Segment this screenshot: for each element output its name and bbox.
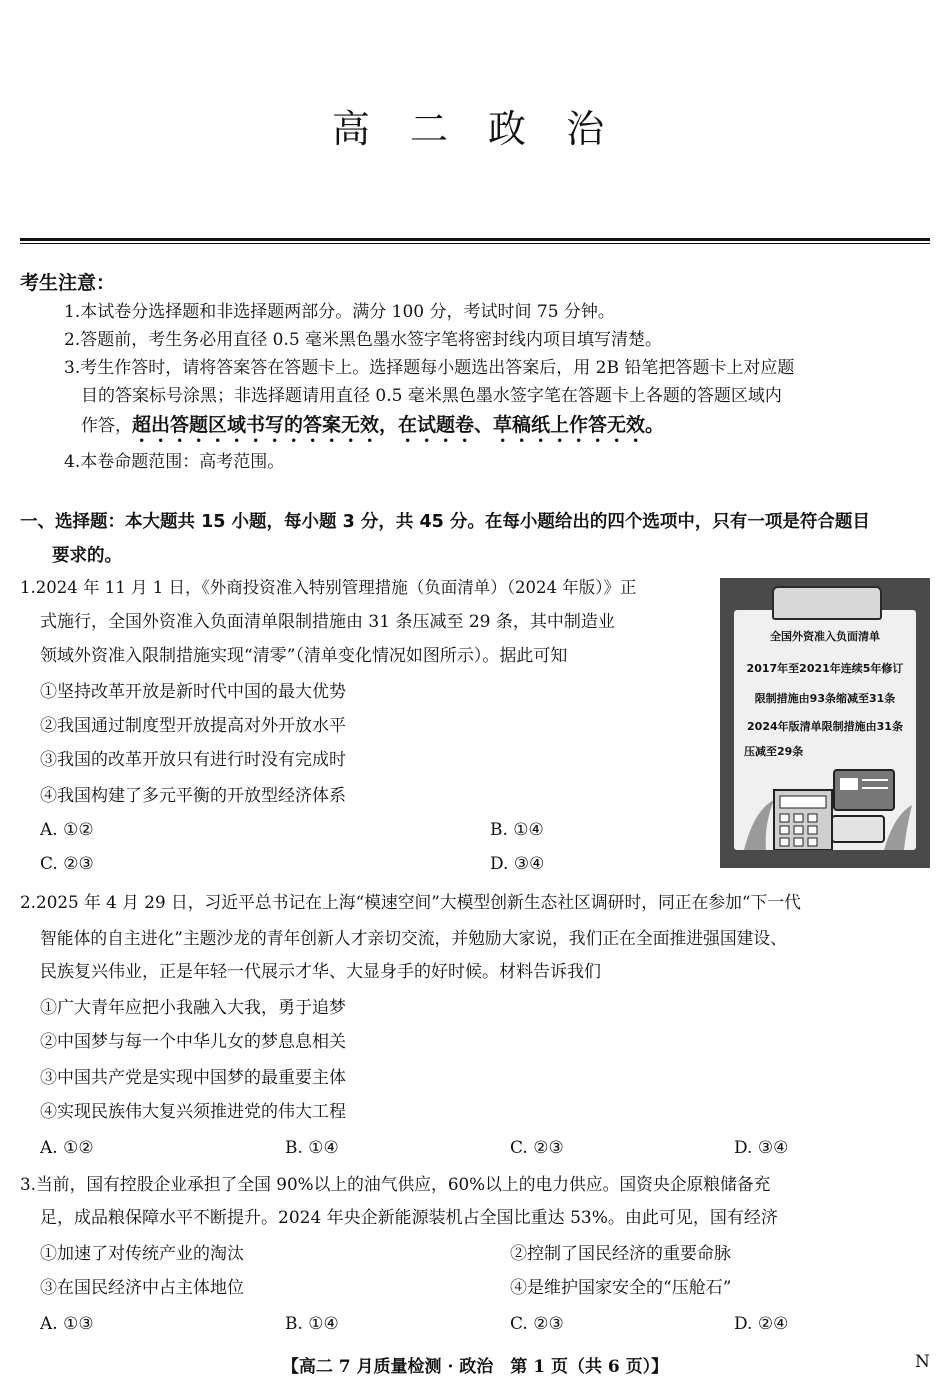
q1-option-d: D. ③④ <box>490 854 545 874</box>
q2-stem-3: 民族复兴伟业，正是年轻一代展示才华、大显身手的好时候。材料告诉我们 <box>40 962 601 982</box>
figure-heading: 全国外资准入负面清单 <box>770 630 880 643</box>
clipboard-clip-icon <box>772 586 882 620</box>
q2-stem-1: 2.2025 年 4 月 29 日，习近平总书记在上海“模速空间”大模型创新生态社区调研时，同正在参加“下一代 <box>20 892 801 912</box>
figure-line-2: 限制措施由93条缩减至31条 <box>754 692 896 705</box>
q3-option-c: C. ②③ <box>510 1314 564 1334</box>
q1-stem-3: 领域外资准入限制措施实现“清零”（清单变化情况如图所示）。据此可知 <box>40 646 568 666</box>
q1-statement-3: ③我国的改革开放只有进行时没有完成时 <box>40 750 346 770</box>
q2-option-a: A. ①② <box>40 1138 94 1158</box>
notice-item-3-prefix: 作答， <box>81 416 132 436</box>
q2-option-b: B. ①④ <box>285 1138 339 1158</box>
q2-statement-3: ③中国共产党是实现中国梦的最重要主体 <box>40 1068 346 1088</box>
figure-line-4: 压减至29条 <box>744 745 804 758</box>
notice-item-1: 1.本试卷分选择题和非选择题两部分。满分 100 分，考试时间 75 分钟。 <box>64 302 615 322</box>
q2-statement-2: ②中国梦与每一个中华儿女的梦息息相关 <box>40 1032 346 1052</box>
notice-emphasis: 超出答题区域书写的答案无效，在试题卷、草稿纸上作答无效。 <box>132 414 665 436</box>
q1-statement-1: ①坚持改革开放是新时代中国的最大优势 <box>40 682 346 702</box>
section-1-heading-cont: 要求的。 <box>52 546 122 566</box>
q1-statement-2: ②我国通过制度型开放提高对外开放水平 <box>40 716 346 736</box>
q2-statement-4: ④实现民族伟大复兴须推进党的伟大工程 <box>40 1102 346 1122</box>
q3-statement-4: ④是维护国家安全的“压舱石” <box>510 1278 732 1298</box>
q2-stem-2: 智能体的自主进化”主题沙龙的青年创新人才亲切交流，并勉励大家说，我们正在全面推进强国建设、 <box>40 928 787 948</box>
q2-option-d: D. ③④ <box>734 1138 789 1158</box>
q1-stem-2: 式施行，全国外资准入负面清单限制措施由 31 条压减至 29 条，其中制造业 <box>40 612 615 632</box>
q1-option-b: B. ①④ <box>490 820 544 840</box>
notice-item-3-cont: 目的答案标号涂黑；非选择题请用直径 0.5 毫米黑色墨水签字笔在答题卡上各题的答题区域内 <box>81 386 782 406</box>
q2-statement-1: ①广大青年应把小我融入大我，勇于追梦 <box>40 998 346 1018</box>
figure-line-3: 2024年版清单限制措施由31条 <box>747 720 903 733</box>
notice-heading: 考生注意： <box>20 272 116 294</box>
page-footer: 【高二 7 月质量检测 · 政治 第 1 页（共 6 页）】 <box>281 1357 669 1377</box>
q3-statement-3: ③在国民经济中占主体地位 <box>40 1278 244 1298</box>
q1-option-a: A. ①② <box>40 820 94 840</box>
clipboard-paper <box>734 610 916 850</box>
q1-stem-1: 1.2024 年 11 月 1 日，《外商投资准入特别管理措施（负面清单）（2024 年版）》正 <box>20 578 637 597</box>
header-rule <box>20 238 930 241</box>
q3-option-b: B. ①④ <box>285 1314 339 1334</box>
q1-option-c: C. ②③ <box>40 854 94 874</box>
header-rule-thin <box>20 243 930 244</box>
q2-option-c: C. ②③ <box>510 1138 564 1158</box>
figure-line-1: 2017年至2021年连续5年修订 <box>746 662 904 675</box>
q1-statement-4: ④我国构建了多元平衡的开放型经济体系 <box>40 786 346 806</box>
notice-item-3-end <box>81 414 664 447</box>
notice-item-2: 2.答题前，考生务必用直径 0.5 毫米黑色墨水签字笔将密封线内项目填写清楚。 <box>64 330 663 350</box>
page-corner-mark: N <box>915 1352 930 1372</box>
notice-item-4: 4.本卷命题范围：高考范围。 <box>64 452 285 472</box>
q3-statement-2: ②控制了国民经济的重要命脉 <box>510 1244 731 1264</box>
q1-figure <box>720 578 930 868</box>
q3-stem-1: 3.当前，国有控股企业承担了全国 90%以上的油气供应，60%以上的电力供应。国资央企原粮储备充 <box>20 1174 771 1194</box>
calculator-illustration-icon <box>734 760 916 850</box>
page-title: 高 二 政 治 <box>331 107 619 151</box>
section-1-heading: 一、选择题：本大题共 15 小题，每小题 3 分，共 45 分。在每小题给出的四个选项中，只有一项是符合题目 <box>20 512 870 532</box>
q3-stem-2: 足，成品粮保障水平不断提升。2024 年央企新能源装机占全国比重达 53%。由此可见，国有经济 <box>40 1208 778 1228</box>
q3-option-d: D. ②④ <box>734 1314 789 1334</box>
notice-item-3: 3.考生作答时，请将答案答在答题卡上。选择题每小题选出答案后，用 2B 铅笔把答题卡上对应题 <box>64 358 795 378</box>
q3-option-a: A. ①③ <box>40 1314 94 1334</box>
q3-statement-1: ①加速了对传统产业的淘汰 <box>40 1244 244 1264</box>
